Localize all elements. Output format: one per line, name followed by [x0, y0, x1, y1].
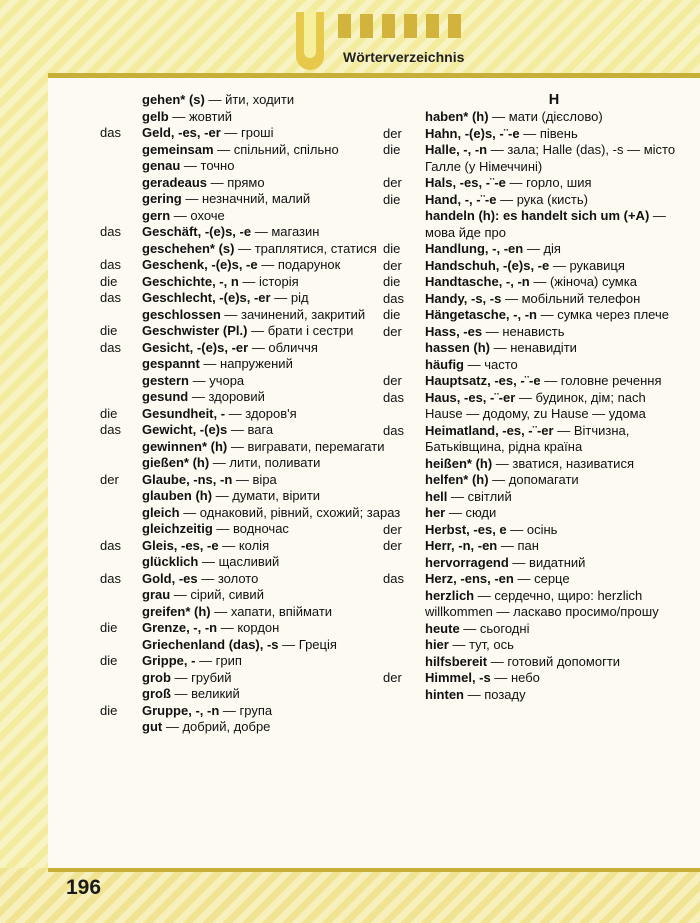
- entry-translation: — хапати, впіймати: [210, 603, 333, 619]
- header-bar-decoration: [382, 14, 395, 38]
- left-column: [100, 92, 405, 736]
- entry-translation: — рід: [270, 290, 309, 305]
- dictionary-entry: [100, 142, 405, 159]
- entry-translation: — однаковий, рівний, схожий; зараз: [179, 504, 401, 520]
- dictionary-entry: [383, 538, 683, 555]
- entry-translation: — брати і сестри: [247, 323, 354, 338]
- entry-translation: — група: [219, 702, 273, 718]
- header-bar-decoration: [360, 14, 373, 38]
- footer-rule: [48, 868, 700, 872]
- entry-headword: handeln (h): es handelt sich um (+A): [425, 208, 650, 223]
- dictionary-entry: [383, 192, 683, 209]
- entry-article: das: [100, 422, 121, 437]
- entry-translation: — подарунок: [257, 257, 341, 272]
- entry-translation: — сюди: [445, 505, 497, 520]
- page-number: 196: [66, 876, 102, 899]
- entry-headword: häufig: [425, 356, 464, 372]
- entry-article: der: [383, 373, 402, 388]
- entry-article: das: [100, 290, 121, 305]
- entry-headword: genau: [142, 158, 181, 173]
- entry-headword: gut: [142, 719, 163, 734]
- entry-headword: gewinnen* (h): [142, 438, 228, 454]
- dictionary-entry: [100, 257, 405, 274]
- dictionary-entry: [100, 703, 405, 720]
- dictionary-entry: [100, 620, 405, 637]
- dictionary-entry: [100, 175, 405, 192]
- entry-article: das: [383, 571, 404, 586]
- dictionary-entry: [100, 637, 405, 654]
- entry-translation: — учора: [188, 372, 245, 388]
- dictionary-entry: [100, 92, 405, 109]
- entry-translation: — траплятися, статися: [234, 240, 377, 256]
- dictionary-entry: [100, 109, 405, 126]
- dictionary-entry: [100, 554, 405, 571]
- dictionary-entry: [383, 456, 683, 473]
- entry-translation: — зала; Halle (das), -s — місто Галле (у Німеччині): [425, 142, 676, 174]
- entry-article: die: [383, 142, 401, 157]
- dictionary-entry: [383, 571, 683, 588]
- entry-article: die: [100, 653, 118, 668]
- entry-headword: Halle, -, -n: [425, 142, 488, 157]
- entry-translation: — мати (дієслово): [488, 109, 603, 124]
- entry-article: der: [383, 257, 402, 273]
- entry-translation: — йти, ходити: [204, 92, 295, 107]
- dictionary-entry: [100, 653, 405, 670]
- entry-translation: — грип: [195, 653, 242, 668]
- entry-headword: Geschlecht, -(e)s, -er: [142, 290, 271, 305]
- entry-headword: geschlossen: [142, 306, 221, 322]
- entry-headword: Geschwister (Pl.): [142, 323, 248, 338]
- entry-translation: — грубий: [170, 669, 232, 685]
- entry-headword: Heimatland, -es, -¨-er: [425, 422, 554, 438]
- entry-article: der: [383, 175, 402, 190]
- entry-headword: glücklich: [142, 554, 199, 569]
- entry-article: das: [383, 389, 404, 405]
- entry-headword: Hass, -es: [425, 323, 483, 339]
- entry-translation: — (жіноча) сумка: [529, 274, 637, 289]
- header-bar-decoration: [338, 14, 351, 38]
- entry-article: das: [383, 422, 404, 438]
- entry-translation: — готовий допомогти: [487, 653, 621, 669]
- entry-translation: — ненавидіти: [490, 340, 577, 355]
- dictionary-entry: [100, 521, 405, 538]
- dictionary-entry: [383, 390, 683, 423]
- letter-heading: H: [548, 92, 560, 108]
- entry-headword: haben* (h): [425, 109, 489, 124]
- dictionary-entry: [383, 654, 683, 671]
- entry-translation: — сердечно, щиро: herzlich willkommen — ласкаво просимо/прошу: [425, 587, 659, 619]
- entry-translation: — кордон: [217, 620, 280, 635]
- entry-headword: Hals, -es, -¨-e: [425, 175, 506, 190]
- dictionary-entry: [383, 274, 683, 291]
- dictionary-entry: [383, 489, 683, 506]
- entry-article: die: [100, 620, 118, 635]
- entry-article: der: [100, 471, 119, 487]
- dictionary-entry: [100, 488, 405, 505]
- entry-headword: hell: [425, 488, 448, 504]
- entry-headword: Handtasche, -, -n: [425, 274, 530, 289]
- entry-translation: — точно: [180, 158, 235, 173]
- entry-headword: Handy, -s, -s: [425, 290, 502, 306]
- entry-translation: — позаду: [464, 686, 526, 702]
- entry-article: die: [100, 273, 118, 289]
- dictionary-entry: [100, 356, 405, 373]
- dictionary-entry: [383, 555, 683, 572]
- entry-headword: Gesundheit, -: [142, 405, 226, 421]
- entry-translation: — небо: [490, 670, 540, 685]
- entry-translation: — напружений: [199, 356, 293, 371]
- dictionary-entry: [100, 587, 405, 604]
- dictionary-entry: [383, 126, 683, 143]
- entry-article: die: [383, 274, 401, 289]
- entry-headword: Himmel, -s: [425, 670, 491, 685]
- entry-translation: — незначний, малий: [181, 191, 311, 206]
- dictionary-entry: [100, 719, 405, 736]
- entry-headword: hinten: [425, 686, 464, 702]
- entry-headword: Geld, -es, -er: [142, 125, 221, 140]
- entry-translation: — горло, шия: [505, 175, 592, 190]
- dictionary-entry: [100, 538, 405, 555]
- entry-translation: — здоровий: [188, 389, 265, 404]
- dictionary-entry: [100, 472, 405, 489]
- entry-headword: gering: [142, 191, 182, 206]
- entry-headword: gesund: [142, 389, 189, 404]
- entry-translation: — світлий: [447, 488, 512, 504]
- entry-headword: Geschenk, -(e)s, -e: [142, 257, 258, 272]
- entry-headword: gestern: [142, 372, 189, 388]
- entry-headword: grob: [142, 669, 171, 685]
- entry-headword: heißen* (h): [425, 455, 493, 471]
- entry-translation: — сумка через плече: [536, 307, 669, 322]
- entry-translation: — Греція: [278, 636, 337, 652]
- dictionary-entry: [383, 142, 683, 175]
- entry-headword: geschehen* (s): [142, 240, 235, 256]
- entry-translation: — думати, вірити: [212, 488, 321, 503]
- dictionary-entry: [100, 241, 405, 258]
- entry-article: die: [383, 307, 401, 322]
- dictionary-entry: [100, 373, 405, 390]
- entry-translation: — рукавиця: [549, 257, 625, 273]
- entry-translation: — дія: [523, 241, 561, 256]
- entry-article: der: [383, 521, 402, 537]
- entry-article: die: [100, 405, 118, 421]
- entry-translation: — допомагати: [488, 472, 579, 487]
- entry-article: das: [100, 339, 121, 355]
- dictionary-entry: [100, 389, 405, 406]
- dictionary-entry: [383, 241, 683, 258]
- entry-headword: hassen (h): [425, 340, 491, 355]
- entry-article: das: [383, 290, 404, 306]
- entry-translation: — головне речення: [540, 373, 662, 388]
- dictionary-entry: [383, 208, 683, 241]
- entry-translation: — будинок, дім; nach Hause — додому, zu Hause — удома: [425, 389, 646, 421]
- entry-translation: — віра: [232, 471, 277, 487]
- entry-headword: gleichzeitig: [142, 521, 213, 536]
- entry-headword: Gleis, -es, -e: [142, 537, 219, 553]
- entry-headword: helfen* (h): [425, 472, 489, 487]
- header-bar-decoration: [426, 14, 439, 38]
- entry-translation: — історія: [238, 273, 299, 289]
- dictionary-entry: [100, 290, 405, 307]
- dictionary-entry: [383, 472, 683, 489]
- entry-translation: — ненависть: [482, 323, 565, 339]
- entry-headword: hilfsbereit: [425, 653, 488, 669]
- entry-headword: Geschäft, -(e)s, -e: [142, 224, 252, 239]
- entry-article: der: [383, 323, 402, 339]
- dictionary-entry: [383, 621, 683, 638]
- dictionary-entry: [383, 505, 683, 522]
- entry-headword: Geschichte, -, n: [142, 273, 239, 289]
- entry-translation: — зачинений, закритий: [220, 306, 366, 322]
- entry-translation: — магазин: [251, 224, 320, 239]
- entry-headword: Gewicht, -(e)s: [142, 422, 228, 437]
- entry-translation: — вигравати, перемагати: [227, 438, 385, 454]
- entry-article: das: [100, 257, 121, 272]
- entry-translation: — золото: [197, 570, 259, 586]
- entry-headword: gespannt: [142, 356, 200, 371]
- right-column: [383, 92, 683, 703]
- entry-translation: — видатний: [508, 554, 586, 570]
- entry-headword: Handlung, -, -en: [425, 241, 524, 256]
- entry-headword: Hängetasche, -, -n: [425, 307, 537, 322]
- entry-article: das: [100, 125, 121, 140]
- entry-translation: — охоче: [170, 207, 225, 223]
- entry-headword: grau: [142, 587, 171, 602]
- entry-translation: — серце: [513, 571, 570, 586]
- header-title: Wörterverzeichnis: [343, 49, 465, 65]
- entry-translation: — зватися, називатися: [492, 455, 634, 471]
- entry-translation: — півень: [519, 125, 578, 141]
- dictionary-entry: [383, 324, 683, 341]
- entry-headword: Handschuh, -(e)s, -e: [425, 257, 550, 273]
- dictionary-entry: [383, 291, 683, 308]
- entry-headword: Herr, -n, -en: [425, 538, 498, 553]
- entry-translation: — обличчя: [248, 339, 318, 355]
- dictionary-entry: [383, 109, 683, 126]
- dictionary-entry: [383, 687, 683, 704]
- dictionary-entry: [100, 455, 405, 472]
- entry-headword: herzlich: [425, 587, 475, 603]
- entry-article: das: [100, 570, 121, 586]
- entry-headword: gleich: [142, 504, 180, 520]
- dictionary-entry: [100, 340, 405, 357]
- entry-headword: gelb: [142, 108, 169, 124]
- entry-headword: her: [425, 505, 446, 520]
- dictionary-entry: [100, 125, 405, 142]
- header-rule: [48, 73, 700, 78]
- entry-article: der: [383, 125, 402, 141]
- entry-translation: — вага: [227, 422, 274, 437]
- entry-article: das: [100, 224, 121, 239]
- dictionary-entry: [100, 406, 405, 423]
- dictionary-entry: [100, 307, 405, 324]
- dictionary-entry: [383, 423, 683, 456]
- entry-translation: — водночас: [212, 521, 289, 536]
- entry-translation: — тут, ось: [448, 637, 514, 652]
- entry-translation: — жовтий: [168, 108, 232, 124]
- entry-headword: Grenze, -, -n: [142, 620, 218, 635]
- entry-translation: — сірий, сивий: [170, 587, 264, 602]
- dictionary-entry: [383, 340, 683, 357]
- dictionary-entry: [100, 323, 405, 340]
- entry-headword: Hahn, -(e)s, -¨-e: [425, 125, 520, 141]
- entry-article: die: [100, 702, 118, 718]
- entry-translation: — щасливий: [198, 554, 280, 569]
- entry-translation: — мова йде про: [425, 208, 666, 240]
- entry-headword: gemeinsam: [142, 141, 214, 157]
- entry-headword: Gold, -es: [142, 570, 198, 586]
- entry-headword: Grippe, -: [142, 653, 196, 668]
- dictionary-entry: [100, 422, 405, 439]
- entry-headword: Gesicht, -(e)s, -er: [142, 339, 249, 355]
- entry-translation: — Вітчизна, Батьківщина, рідна країна: [425, 422, 630, 454]
- dictionary-entry: [100, 604, 405, 621]
- entry-translation: — мобільний телефон: [501, 290, 641, 306]
- entry-translation: — лити, поливати: [209, 455, 321, 470]
- dictionary-entry: [383, 637, 683, 654]
- entry-headword: heute: [425, 620, 460, 636]
- entry-headword: Herbst, -es, e: [425, 521, 507, 537]
- dictionary-entry: [100, 571, 405, 588]
- entry-translation: — великий: [170, 686, 240, 701]
- entry-article: die: [383, 241, 401, 256]
- entry-translation: — спільний, спільно: [213, 141, 339, 157]
- entry-translation: — гроші: [220, 125, 274, 140]
- entry-headword: hervorragend: [425, 554, 509, 570]
- entry-translation: — осінь: [506, 521, 558, 537]
- entry-headword: Gruppe, -, -n: [142, 702, 220, 718]
- dictionary-entry: [100, 439, 405, 456]
- dictionary-entry: [383, 258, 683, 275]
- dictionary-entry: [100, 505, 405, 522]
- dictionary-entry: [100, 274, 405, 291]
- entry-article: die: [100, 323, 118, 338]
- header-bar-decoration: [448, 14, 461, 38]
- entry-translation: — пан: [497, 538, 539, 553]
- entry-translation: — часто: [464, 356, 518, 372]
- dictionary-entry: [383, 175, 683, 192]
- entry-article: der: [383, 538, 402, 553]
- dictionary-entry: [383, 373, 683, 390]
- entry-headword: groß: [142, 686, 171, 701]
- entry-article: das: [100, 537, 121, 553]
- dictionary-entry: [383, 588, 683, 621]
- entry-headword: Hauptsatz, -es, -¨-e: [425, 373, 541, 388]
- entry-translation: — прямо: [207, 174, 265, 190]
- entry-headword: Haus, -es, -¨-er: [425, 389, 516, 405]
- header-bar-decoration: [404, 14, 417, 38]
- footer-band: [0, 868, 700, 923]
- entry-headword: Glaube, -ns, -n: [142, 471, 233, 487]
- dictionary-entry: [100, 191, 405, 208]
- entry-headword: Griechenland (das), -s: [142, 636, 279, 652]
- entry-headword: geradeaus: [142, 174, 208, 190]
- dictionary-entry: [100, 158, 405, 175]
- dictionary-entry: [100, 224, 405, 241]
- entry-translation: — сьогодні: [459, 620, 530, 636]
- entry-headword: gehen* (s): [142, 92, 205, 107]
- entry-translation: — добрий, добре: [162, 719, 271, 734]
- dictionary-entry: [383, 522, 683, 539]
- entry-translation: — здоров'я: [225, 405, 297, 421]
- entry-headword: glauben (h): [142, 488, 213, 503]
- entry-headword: gießen* (h): [142, 455, 210, 470]
- dictionary-entry: [383, 307, 683, 324]
- dictionary-entry: [100, 686, 405, 703]
- entry-article: die: [383, 191, 401, 207]
- dictionary-entry: [383, 357, 683, 374]
- entry-headword: greifen* (h): [142, 603, 211, 619]
- dictionary-entry: [100, 670, 405, 687]
- entry-article: der: [383, 670, 402, 685]
- header-tab-decoration: [296, 12, 324, 70]
- entry-headword: Herz, -ens, -en: [425, 571, 514, 586]
- entry-translation: — колія: [218, 537, 270, 553]
- dictionary-entry: [383, 670, 683, 687]
- entry-translation: — рука (кисть): [496, 191, 588, 207]
- dictionary-entry: [100, 208, 405, 225]
- entry-headword: Hand, -, -¨-e: [425, 191, 497, 207]
- entry-headword: hier: [425, 637, 449, 652]
- entry-headword: gern: [142, 207, 171, 223]
